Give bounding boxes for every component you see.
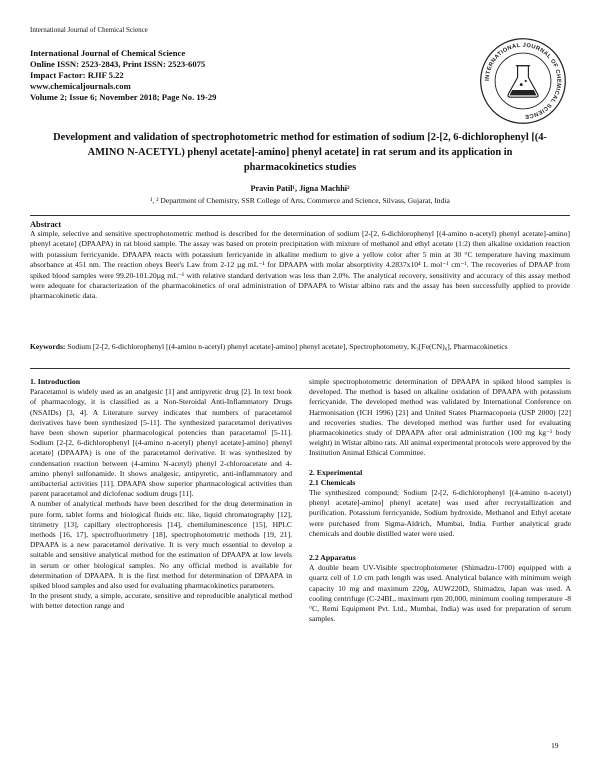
right-paragraph-1: simple spectrophotometric determination of DPAAPA in spiked blood samples is developed. The method is based on alkaline oxidation of DPAAPA with potassium ferricyanide. The developed method was validated by International Conference on Harmonisation (ICH 1996) [21] and United States Pharmacopoeia (USP 2000) [22] and recoveries studies. The developed method was further used for evaluating pharmacokinetics study of DPAAPA after oral administration (100 mg kg⁻¹ body weight) in Wistar albino rats. All animal experimental protocols were approved by the Institution Animal Ethical Committee. [309,377,571,458]
chemicals-paragraph: The synthesized compound; Sodium [2-[2, 6-dichlorophenyl [(4-amino n-acetyl) phenyl acetate]-amino] phenyl acetate] was used after recrystallization and purification. Potassium ferricyanide, Sodium hydroxide, Methanol and Ethyl acetate were purchased from Sigma-Aldrich, Mumbai, India. Further analytical grade chemicals and double distilled water were used. [309,488,571,538]
intro-paragraph-2: A number of analytical methods have been described for the drug determination in pure form, tablet forms and biological fluids etc. like, liquid chromatography [12], titrimetry [13], capillary electrophoresis [14], chemiluminescence [15], HPLC methods [16, 17], spectrofluorimetry [18], spectrophotometric methods [19, 21]. DPAAPA is a new paracetamol derivative. It is very much essential to develop a suitable and sensitive analytical method for the estimation of DPAAPA at low levels in serum or other biological samples. No any official method is available for determination of DPAAPA. It is the first method for determination of DPAAPA in spiked blood samples and also used for evaluating pharmacokinetics parameters. [30,499,292,591]
right-column [309,377,571,624]
intro-paragraph-3: In the present study, a simple, accurate, sensitive and reproducible analytical method with better detection range and [30,591,292,611]
page-number: 19 [551,741,559,750]
apparatus-paragraph: A double beam UV-Visible spectrophotometer (Shimadzu-1700) equipped with a quartz cell of 1.0 cm path length was used. Analytical balance with minimum weigh capacity 10 mg and maximum 220g, AUW220D, Shimadzu, Japan was used. A cooling centrifuge (C-24BL, maximum rpm 20,000, minimum cooling temperature -8 °C, Remi Equipment Pvt. Ltd., Mumbai, India) was used for preparation of serum samples. [309,563,571,624]
affiliation: ¹, ² Department of Chemistry, SSR College of Arts, Commerce and Science, Silvass, Gujarat, India [150,196,450,205]
abstract-heading: Abstract [30,220,62,229]
chemicals-heading: 2.1 Chemicals [309,477,356,487]
apparatus-heading: 2.2 Apparatus [309,553,356,563]
intro-paragraph-1: Paracetamol is widely used as an analgesic [1] and antipyretic drug [2]. In text book of pharmacology, it is classified as a Non-Steroidal Anti-Inflammatory Drugs (NSAIDs) [3, 4]. A Literature survey indicates that numbers of paracetamol derivatives have been synthesized [5-11]. The synthesized paracetamol derivatives have been shown superior pharmacological potencies than paracetamol [5-11]. Sodium [2-[2, 6-dichlorophenyl [(4-amino n-acetyl) phenyl acetate]-amino] phenyl acetate] (DPAAPA) is one of the paracetamol derivative. It was synthesized by condensation reaction between (4-amino N-acetyl) phenyl 2-chloroacetate and 4-amino phenyl sulfonamide. It shows analgesic, antipyretic, anti-inflammatory and antibacterial activities [11]. DPAAPA show superior pharmacological activities than parent paracetamol and diclofenac sodium drugs [11]. [30,387,292,499]
keywords [30,342,570,352]
top-divider [30,215,570,216]
keywords-label: Keywords: [30,342,66,351]
running-header: International Journal of Chemical Science [30,26,148,34]
left-column [30,377,292,612]
journal-info [30,48,370,103]
seal-ring-text: INTERNATIONAL JOURNAL OF CHEMICAL SCIENCE [484,42,562,120]
keywords-text: Sodium [2-[2, 6-dichlorophenyl [(4-amino n-acetyl) phenyl acetate]-amino] phenyl acetate], Spectrophotometry, K₃[Fe(CN)₆], Pharmacokinetics [67,342,508,351]
authors: Pravin Patil¹, Jigna Machhi² [250,184,350,193]
svg-text:INTERNATIONAL JOURNAL OF CHEMI [485,43,561,119]
introduction-heading: 1. Introduction [30,377,81,386]
website-link[interactable]: www.chemicaljournals.com [30,81,131,91]
bottom-divider [30,368,570,369]
journal-name: International Journal of Chemical Science [30,48,186,58]
article-title: Development and validation of spectrophotometric method for estimation of sodium [2-[2, 6-dichlorophenyl [(4-AMINO N-ACETYL) phenyl acetate]-amino] phenyl acetate] in rat serum and its application in pharmacokinetics studies [53,132,547,173]
impact-factor: Impact Factor: RJIF 5.22 [30,70,124,80]
volume-info: Volume 2; Issue 6; November 2018; Page No. 19-29 [30,92,217,102]
abstract-text: A simple, selective and sensitive spectrophotometric method is described for the determination of sodium [2-[2, 6-dichlorophenyl [(4-amino n-acetyl) phenyl acetate]-amino] phenyl acetate] (DPAAPA) in rat blood sample. The assay was based on protein precipitation with mixture of methanol and ethyl acetate (1:2) then alkaline oxidation reaction with potassium ferricyanide. DPAAPA reacts with potassium ferricyanide in alkaline medium to give a yellow color after 5 min at 30 °C temperature having maximum absorbance at 451 nm. The reaction obeys Beer's Law from 2-12 µg mL⁻¹ for DPAAPA with molar absorptivity 4.2837x10⁴ L mol⁻¹ cm⁻¹. The recoveries of DPAAP from spiked blood samples were 99.20-101.20µg mL⁻¹ with relative standard derivation was less than 2.0%. The analytical recovery, sensitivity and accuracy of this assay method were adequate for characterization of the pharmacokinetics of oral administration of DPAAPA to Wistar albino rats and the assay has been successfully applied to provide pharmacokinetic data. [30,229,570,301]
issn: Online ISSN: 2523-2843, Print ISSN: 2523-6075 [30,59,206,69]
journal-seal-logo [478,36,568,126]
experimental-heading: 2. Experimental [309,467,363,477]
